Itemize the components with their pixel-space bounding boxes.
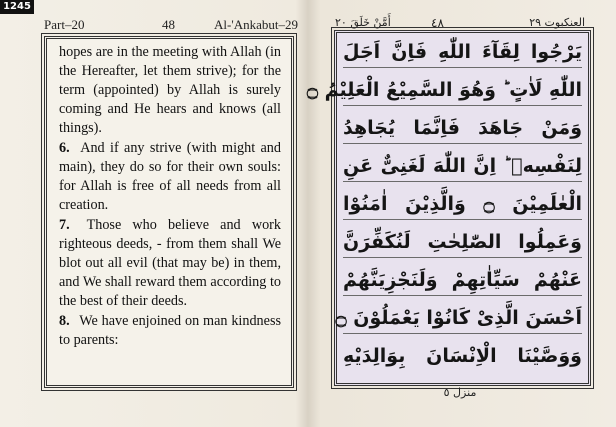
left-part-label: Part–20: [44, 17, 85, 32]
arabic-line: وَعَمِلُوا الصّٰلِحٰتِ لَنُكَفِّرَنَّ: [343, 227, 582, 258]
arabic-line: عَنْهُمْ سَيِّاٰتِهِمْ وَلَنَجْزِيَنَّهُمْ: [343, 265, 582, 296]
arabic-line: يَرْجُوا لِقَآءَ اللّٰهِ فَاِنَّ اَجَلَ: [343, 37, 582, 68]
arabic-line: لِنَفْسِهٖ ؕ اِنَّ اللّٰهَ لَغَنِىٌّ عَنِ: [343, 151, 582, 182]
arabic-text-frame: [306, 30, 591, 386]
left-page-header: [44, 17, 298, 33]
manzil-footer: منزل ٥: [443, 386, 477, 399]
left-page-number: 48: [162, 17, 175, 32]
right-surah-label: العنكبوت ٢٩: [529, 16, 585, 29]
translation-paragraph: [59, 139, 281, 215]
translation-paragraph: [59, 216, 281, 311]
paragraph-text: We have enjoined on man kindness to parents:: [59, 313, 281, 348]
translation-paragraph: [59, 43, 281, 138]
scan-number-tag: 1245: [0, 0, 34, 14]
paragraph-text: hopes are in the meeting with Allah (in the Hereafter, let them strive); for the term (appointed) by Allah is surely coming and He hears and knows (all things).: [59, 44, 281, 136]
arabic-line: وَمَنْ جَاهَدَ فَاِنَّمَا يُجَاهِدُ: [343, 113, 582, 144]
verse-number: 6.: [59, 140, 70, 156]
translation-frame: [44, 36, 294, 388]
paragraph-text: Those who believe and work righteous deeds, - from them shall We blot out all evil (that may be) in them, and We shall reward them according to the best of their deeds.: [59, 217, 281, 309]
right-page-number: ٤٨: [431, 16, 444, 30]
paragraph-text: And if any strive (with might and main), they do so for their own souls: for Allah is free of all needs from all creation.: [59, 140, 281, 213]
verse-number: 7.: [59, 217, 70, 233]
translation-text: [59, 43, 281, 351]
translation-paragraph: [59, 312, 281, 350]
arabic-line: الْعٰلَمِيْنَ ۝ وَالَّذِيْنَ اٰمَنُوْا: [343, 189, 582, 220]
left-surah-label: Al-'Ankabut–29: [214, 17, 298, 32]
arabic-line: اَحْسَنَ الَّذِىْ كَانُوْا يَعْمَلُوْنَ ۝: [343, 303, 582, 334]
arabic-line: وَوَصَّيْنَا الْاِنْسَانَ بِوَالِدَيْهِ: [343, 345, 582, 367]
arabic-line: اللّٰهِ لَاٰتٍ ؕ وَهُوَ السَّمِيْعُ الْعَلِيْمُ ۝: [343, 75, 582, 106]
right-part-label: أَمَّنْ خَلَقَ ٢٠: [335, 16, 391, 29]
verse-number: 8.: [59, 313, 70, 329]
